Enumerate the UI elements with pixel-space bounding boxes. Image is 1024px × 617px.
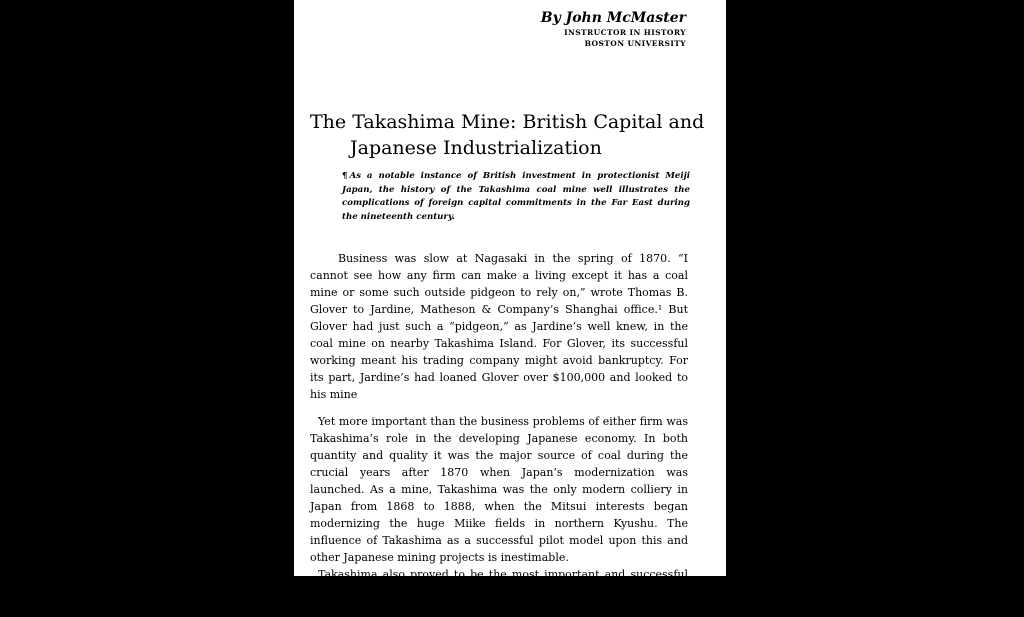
author-position: INSTRUCTOR IN HISTORY: [564, 28, 686, 37]
body-paragraph-2: Yet more important than the business problems of either firm was Takashima’s role in the developing Japanese economy. In both quantity and quality it was the major source of coal during the crucial years after 1870 when Japan’s modernization was launched. As a mine, Takashima was the only modern colliery in Japan from 1868 to 1888, when the Mitsui interests began modernizing the huge Miike fields in northern Kyushu. The influence of Takashima as a successful pilot model upon this and other Japanese mining projects is inestimable.: [310, 415, 688, 564]
body-paragraph-1: Business was slow at Nagasaki in the spring of 1870. “I cannot see how any firm can make a living except it has a coal mine or some such outside pidgeon to rely on,” wrote Thomas B. Glover to Jardine, Matheson & Company’s Shanghai office.¹ But Glover had just such a “pidgeon,” as Jardine’s well knew, in the coal mine on nearby Takashima Island. For Glover, its successful working meant his trading company might avoid bankruptcy. For its part, Jardine’s had loaned Glover over $100,000 and looked to his mine: [310, 252, 688, 401]
title-line-1: The Takashima Mine: British Capital and: [310, 110, 705, 133]
document-page: [294, 0, 726, 615]
article-title: [310, 109, 710, 161]
body-paragraph-3: Takashima also proved to be the most important and successful effort by private foreign capital to invest in protectionist Meiji Japan. Its foreign developers trebled its production and saw to it: [310, 568, 688, 615]
author-name: By John McMaster: [540, 10, 686, 26]
abstract-text: As a notable instance of British investment in protectionist Meiji Japan, the history of the Takashima coal mine well illustrates the complications of foreign capital commitments in the Far East during the nineteenth century.: [342, 171, 690, 223]
byline: [541, 9, 686, 49]
abstract: [342, 170, 690, 225]
article-body: [310, 250, 688, 617]
author-institution: BOSTON UNIVERSITY: [584, 39, 686, 48]
paragraph-mark-icon: ¶: [342, 171, 348, 181]
title-line-2: Japanese Industrialization: [350, 136, 602, 159]
